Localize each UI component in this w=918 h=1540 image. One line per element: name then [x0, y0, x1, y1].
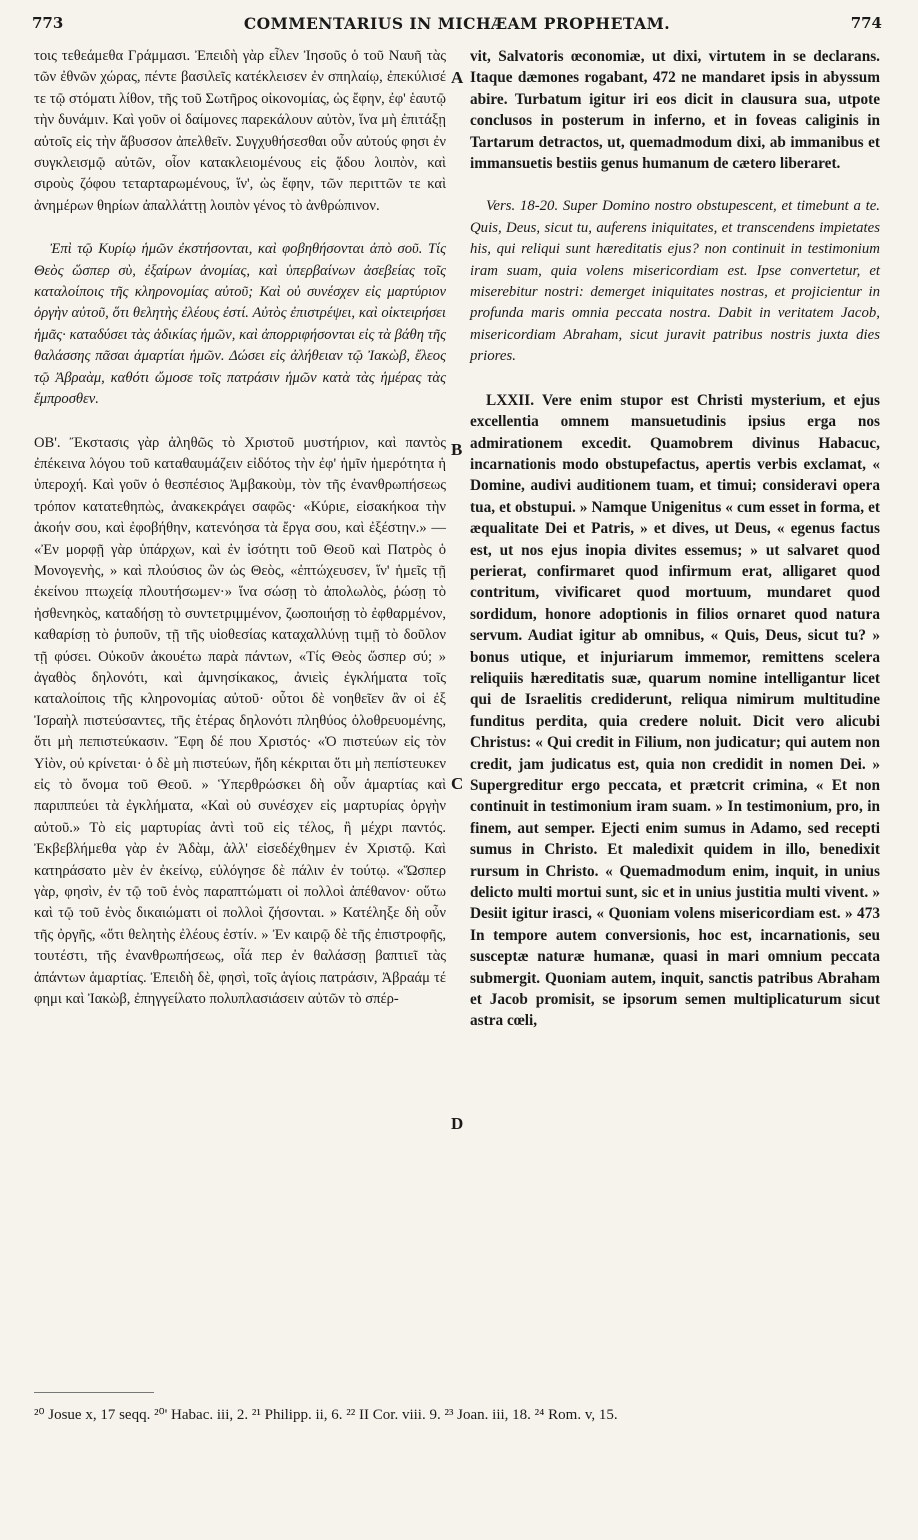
latin-paragraph-1: vit, Salvatoris œconomiæ, ut dixi, virtutem in se declarans. Itaque dæmones rogabant, 472 ne mandaret ipsis in abyssum abire. Turbatum igitur iri eos dicit in clausura sua, utpote conclusos in posterum in inferno, et in foveas caliginis in Tartarum detractos, ut, quemadmodum dixi, ab immanibus et immansuetis bestiis genus humanum de cætero liberaret. [470, 48, 880, 173]
page-header [32, 14, 882, 38]
footnotes: ²⁰ Josue x, 17 seqq. ²⁰' Habac. iii, 2. ²¹ Philipp. ii, 6. ²² II Cor. viii. 9. ²³ Joan. iii, 18. ²⁴ Rom. v, 15. [34, 1407, 618, 1423]
page-number-right: 774 [850, 14, 882, 32]
margin-marker-d: D [451, 1114, 464, 1133]
margin-marker-a: A [451, 68, 464, 87]
running-title: COMMENTARIUS IN MICHÆAM PROPHETAM. [243, 14, 671, 33]
footnote-rule [34, 1392, 154, 1393]
greek-paragraph-1: τοις τεθεάμεθα Γράμμασι. Ἐπειδὴ γὰρ εἶλεν Ἰησοῦς ὁ τοῦ Ναυῆ τὰς τῶν ἐθνῶν χώρας, πέντε βασιλεῖς κατέκλεισεν ἐν σπηλαίῳ, ἐπεκύλισέ τε τῷ στόματι λίθον, τῆς τοῦ Σωτῆρος οἰκονομίας, ὡς ἔφην, ἐφ' ἑαυτῷ τὴν δυνάμιν. Καὶ γοῦν οἱ δαίμονες παρεκάλουν αὐτὸν, ἵνα μὴ ἐπιτάξῃ αὐτοῖς εἰς τὴν ἄβυσσον ἀπελθεῖν. Συγχυθήσεσθαι οὖν αὐτούς φησι ἐν συγκλεισμῷ αὐτῶν, οἷον κατακλειομένους εἰς ᾅδου λοιπὸν, καὶ σιροὺς ζόφου τεταρταρωμένους, ἵν', ὡς ἔφην, τῶν περιττῶν τε καὶ ἀνημέρων θηρίων ἀπαλλάττῃ λοιπὸν γένος τὸ ἀνθρώπινον. [34, 48, 446, 214]
margin-marker-b: B [451, 440, 463, 459]
latin-paragraph-2: LXXII. Vere enim stupor est Christi mysterium, et ejus excellentia omnem mansuetudinis ipsius erga nos admirationem excedit. Quamobrem divinus Habacuc, incarnationis modo obstupefactus, apertis verbis exclamat, « Domine, audivi auditionem tuam, et timui; consideravi opera tua, et obstupui. » Namque Unigenitus « cum esset in forma, et æqualitate Dei et Patris, » et dives, ut Deus, « egenus factus est, ut nos ejus inopia divites essemus; » ut salvaret quod perierat, confirmaret quod infirmum erat, alligaret quod contritum, vivificaret quod mortuum, mundaret quod sordidum, honore adoptionis in filios ornaret quod natura servum. Audiat igitur ab omnibus, « Quis, Deus, sicut tu? » bonus utique, et injuriarum immemor, remittens scelera reliquiis hæreditatis suæ, quarum nomine intelligantur licet qui de Israelitis crediderunt, reliqua nimirum multitudine funditus perdita, quia credere noluit. Dicit vero alicubi Christus: « Qui credit in Filium, non judicatur; qui autem non credit, jam judicatus est, quia non credidit in nomen Dei. » Supergreditur ergo peccata, et prætcrit crimina, « Et non continuit in testimonium iram suam. » In testimonium, pro, in finem, aut semper. Ejecti enim sumus in Adamo, sed recepti sumus in Christo. Et maledixit quidem in illo, benedixit rursum in Christo. « Quemadmodum enim, inquit, in unius delicto multi mortui sunt, sic et in unius justitia multi vivent. » Desiit igitur irasci, « Quoniam volens misericordiam est. » 473 In tempore autem conversionis, hoc est, incarnationis, seu susceptæ naturæ humanæ, quasi in mari omnium peccata submergit. Quoniam autem, inquit, sanctis patribus Abraham et Jacob promisit, se ipsorum semen multiplicaturum sicut astra cœli, [470, 391, 880, 1030]
page-number-left: 773 [32, 14, 64, 32]
greek-paragraph-3: ΟΒ'. Ἔκστασις γὰρ ἀληθῶς τὸ Χριστοῦ μυστήριον, καὶ παντὸς ἐπέκεινα λόγου τοῦ καταθαυμάζειν εἰδότος τὴν ἐφ' ἡμῖν ἡμερότητα ἡ ὑπεροχή. Καὶ γοῦν ὁ θεσπέσιος Ἀμβακοὺμ, τὸν τῆς ἐνανθρωπήσεως τρόπον κατατεθηπὼς, ἀνακεκράγει σαφῶς· «Κύριε, εἰσακήκοα τὴν ἀκοήν σου, καὶ ἐφοβήθην, κατενόησα τὰ ἔργα σου, καὶ ἐξέστην.» — «Ἐν μορφῇ γὰρ ὑπάρχων, καὶ ἐν ἰσότητι τοῦ Θεοῦ καὶ Πατρὸς ὁ Μονογενὴς, » καὶ πλούσιος ὢν ὡς Θεὸς, «ἐπτώχευσεν, ἵν' ἡμεῖς τῇ ἐκείνου πτωχείᾳ πλουτήσωμεν·» ἵνα σώσῃ τὸ ἀπολωλὸς, ῥώσῃ τὸ ἠσθενηκὸς, καταδήσῃ τὸ συντετριμμένον, ζωοποιήσῃ τὸ ἐφθαρμένον, καθαρίσῃ τὸ ῥυποῦν, τῇ τῆς υἱοθεσίας καταχαλλύνῃ τιμῇ τὸ δοῦλον τῇ φύσει. Οὐκοῦν ἀκουέτω παρὰ πάντων, «Τίς Θεὸς ὥσπερ σύ; » ἀγαθὸς δηλονότι, καὶ ἀμνησίκακος, ἀνιεὶς ἐγκλήματα τοῖς καταλοίποις τῆς κληρονομίας αὐτοῦ· οὗτοι δὲ νοηθεῖεν ἂν οἱ ἐξ Ἰσραὴλ πιστεύσαντες, τῆς ἑτέρας δηλονότι πληθύος ὀλοθρευομένης, ὅτι μὴ πεπιστεύκασιν. Ἔφη δέ που Χριστός· «Ὁ πιστεύων εἰς τὸν Υἱὸν, οὐ κρίνεται· ὁ δὲ μὴ πιστεύων, ἤδη κέκριται ὅτι μὴ πεπίστευκεν εἰς τὸ ὄνομα τοῦ Θεοῦ. » Ὑπερθρώσκει δὴ οὖν ἁμαρτίας καὶ παριππεύει τὰ ἐγκλήματα, «Καὶ οὐ συνέσχεν εἰς μαρτυρίας ὀργὴν αὐτοῦ.» Τὸ εἰς μαρτυρίας ἀντὶ τοῦ εἰς τέλος, ἢ μέχρι παντός. Ἐκβεβλήμεθα γὰρ ἐν Ἀδὰμ, ἀλλ' εἰσεδέχθημεν ἐν Χριστῷ. Καὶ κατηράσατο μὲν ἐν ἐκείνῳ, εὐλόγησε δὲ πάλιν ἐν τούτῳ. «Ὥσπερ γὰρ, φησὶν, ἐν τῷ τοῦ ἑνὸς παραπτώματι οἱ πολλοὶ ἀπέθανον· οὕτω καὶ τῷ τοῦ ἑνὸς δικαιώματι οἱ πολλοὶ ζήσονται. » Κατέληξε δὴ οὖν τῆς ὀργῆς, «ὅτι θελητὴς ἐλέους ἐστίν. » Ἐν καιρῷ δὲ τῆς ἐπιστροφῆς, τουτέστι, τῆς ἐνανθρωπήσεως, οἷά περ ἐν θαλάσσῃ βαπτιεῖ τὰς ἁπάντων ἁμαρτίας. Ἐπειδὴ δὲ, φησὶ, τοῖς ἁγίοις πατράσιν, Ἀβραάμ τέ φημι καὶ Ἰακὼβ, ἐπηγγείλατο πολυπλασιάσειν αὐτῶν τὸ σπέρ- [34, 434, 446, 1008]
greek-paragraph-2: Ἐπὶ τῷ Κυρίῳ ἡμῶν ἐκστήσονται, καὶ φοβηθήσονται ἀπὸ σοῦ. Τίς Θεὸς ὥσπερ σὺ, ἐξαίρων ἀνομίας, καὶ ὑπερβαίνων ἀσεβείας τοῖς καταλοίποις τῆς κληρονομίας αὐτοῦ; Καὶ οὐ συνέσχεν εἰς μαρτύριον ὀργὴν αὐτοῦ, ὅτι θελητὴς ἐλέους ἐστί. Αὐτὸς ἐπιστρέψει, καὶ οἰκτειρήσει ἡμᾶς· καταδύσει τὰς ἀδικίας ἡμῶν, καὶ ἀπορριφήσονται εἰς τὰ βάθη τῆς θαλάσσης πᾶσαι ἁμαρτίαι ἡμῶν. Δώσει εἰς ἀλήθειαν τῷ Ἰακὼβ, ἔλεος τῷ Ἀβραὰμ, καθότι ὤμοσε τοῖς πατράσιν ἡμῶν κατὰ τὰς ἡμέρας τὰς ἔμπροσθεν. [34, 241, 446, 408]
latin-column [470, 46, 880, 1032]
margin-marker-c: C [451, 774, 464, 793]
greek-column [34, 46, 446, 1010]
latin-verse: Vers. 18-20. Super Domino nostro obstupescent, et timebunt a te. Quis, Deus, sicut tu, auferens iniquitates, et transcendens impietates his, qui reliqui sunt hæreditatis ejus? non continuit in testimonium iram suam, quia volens misericordiam est. Ipse convertetur, et miserebitur nostri: demerget iniquitates nostras, et projicientur in profunda maris omnia peccata nostra. Dabit in veritatem Jacob, misericordiam Abraham, sicut juravit patribus nostris juxta dies priores. [470, 198, 880, 365]
